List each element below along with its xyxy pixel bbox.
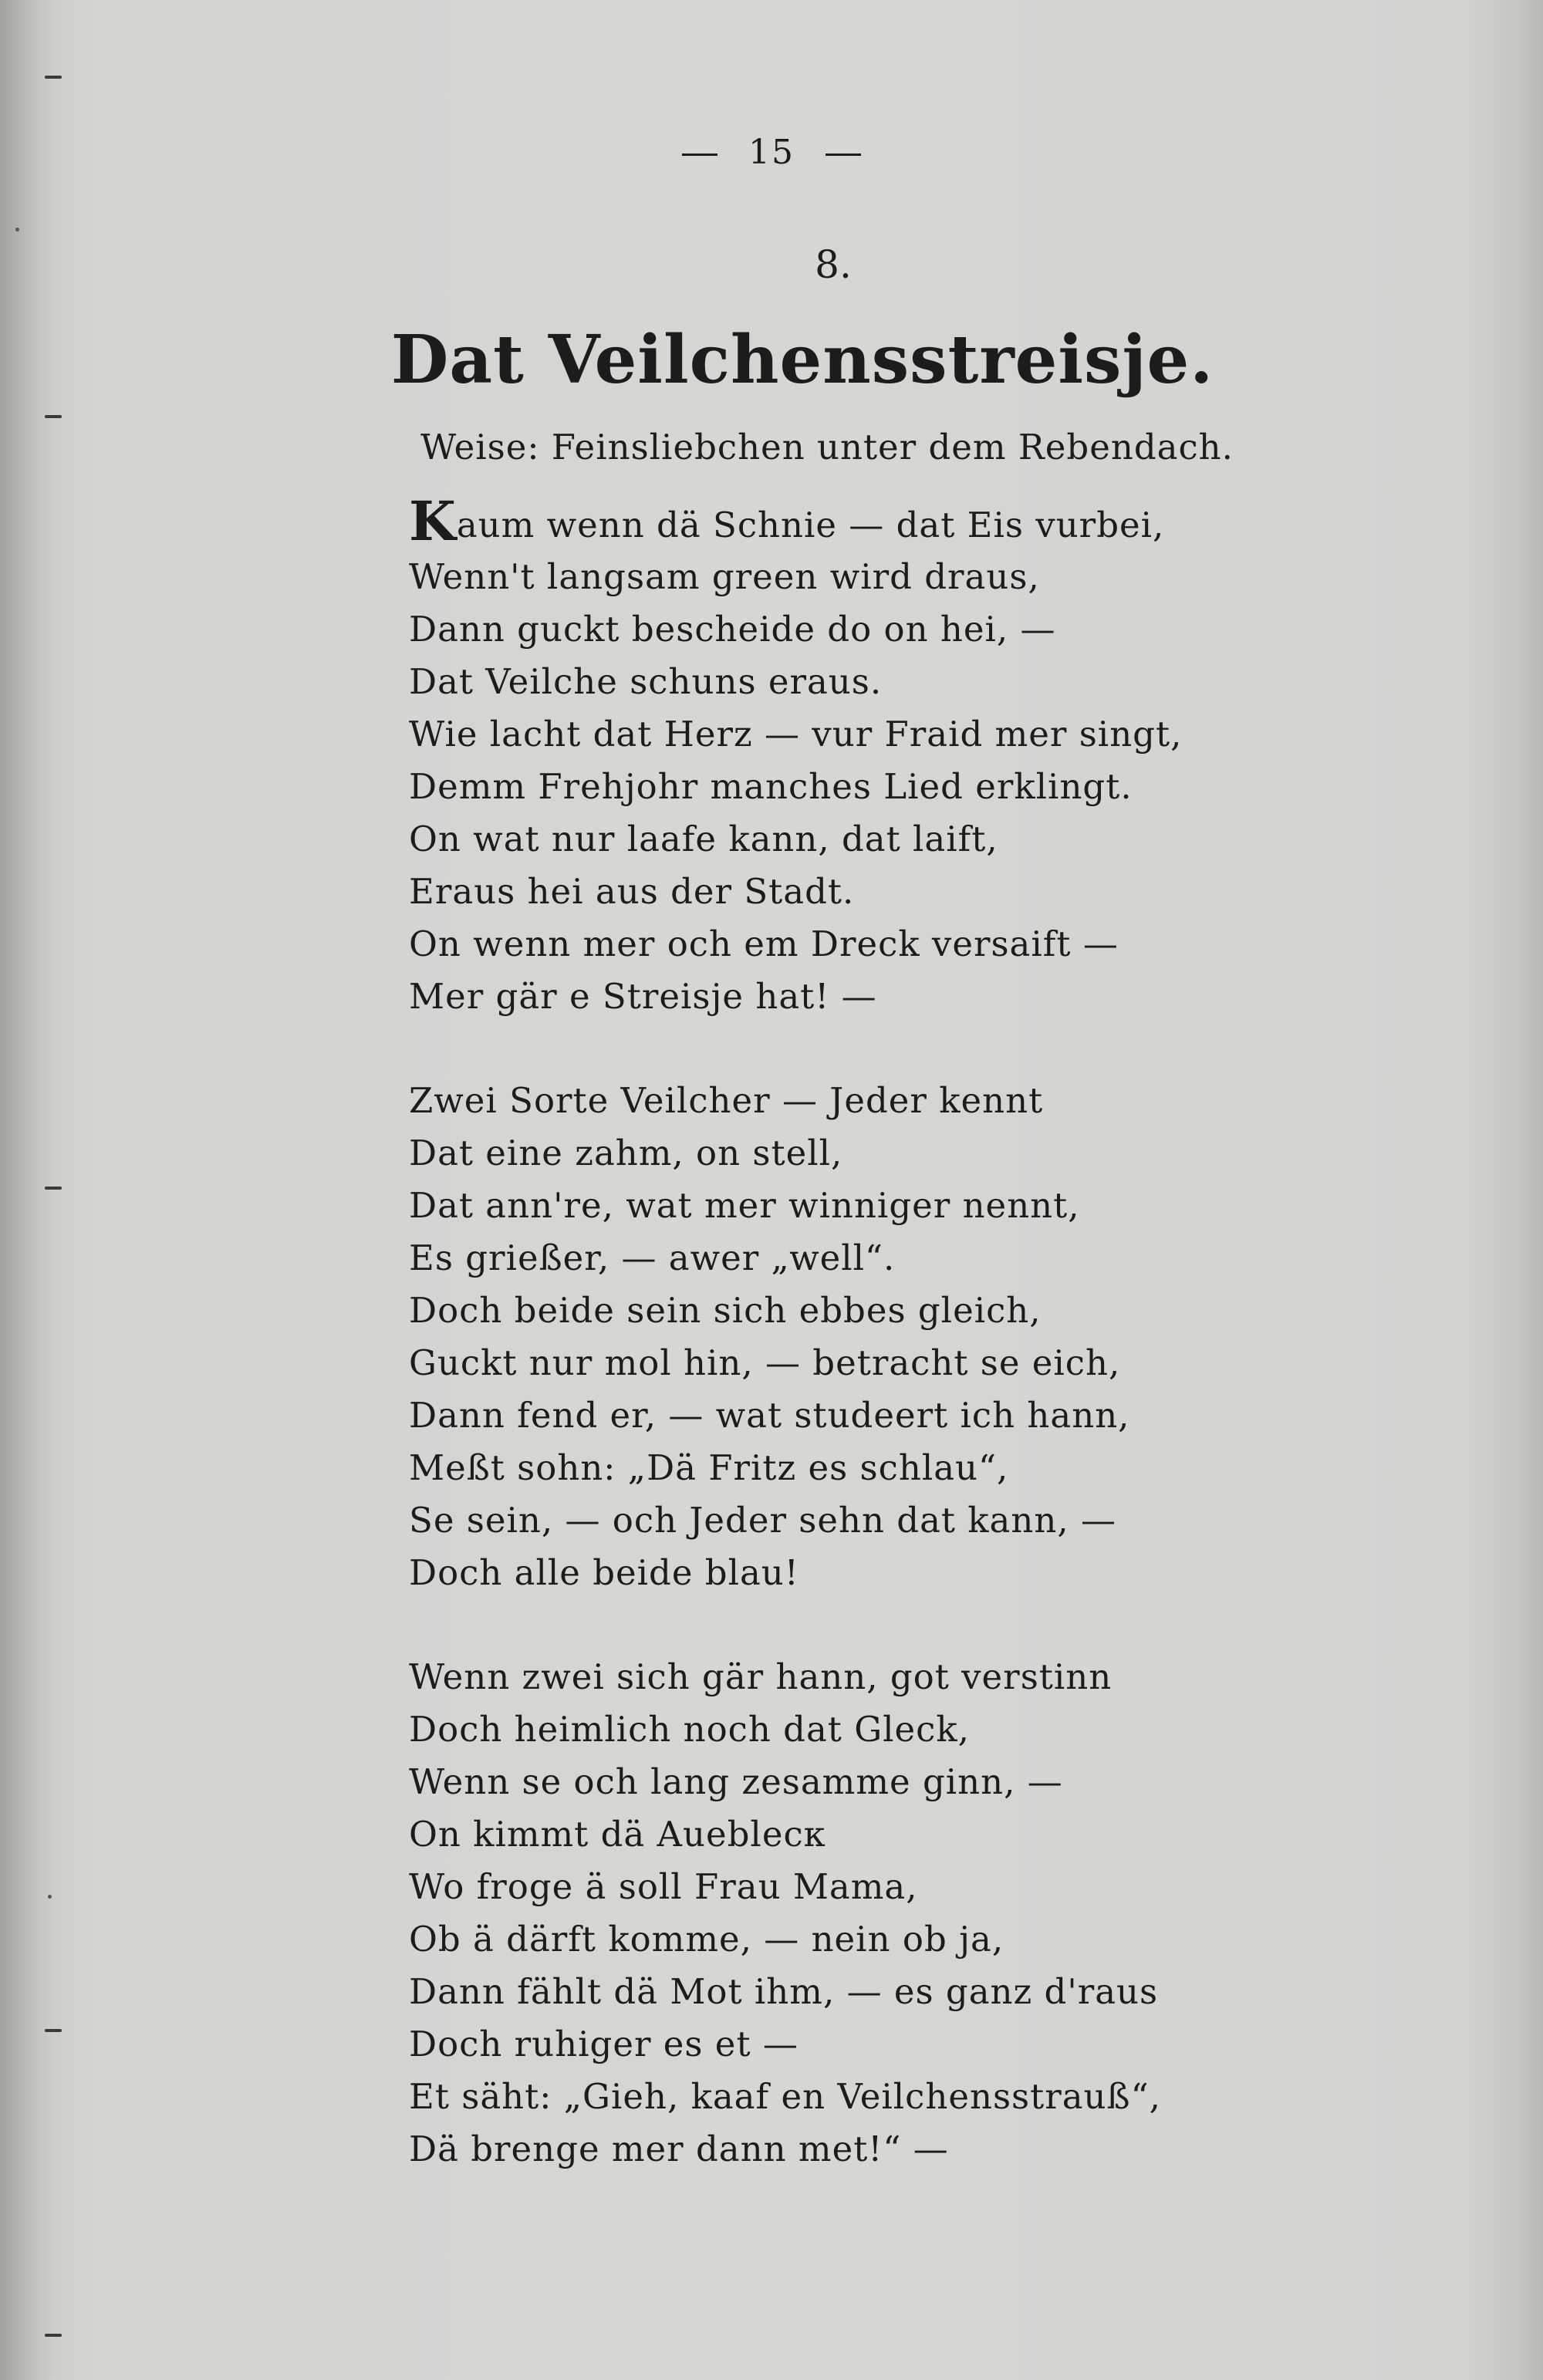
page-number-dash-left (682, 154, 717, 156)
stanza-line: Dat ann're, wat mer winniger nennt, (409, 1185, 1080, 1226)
stanza-line: Et säht: „Gieh, kaaf en Veilchensstrauß“, (409, 2076, 1161, 2117)
stanza-line: Meßt sohn: „Dä Fritz es schlau“, (409, 1447, 1009, 1488)
binding-stitch-mark (45, 2334, 62, 2337)
first-line-text: aum wenn dä Schnie — dat Eis vurbei, (456, 505, 1165, 545)
page-number-value: 15 (748, 133, 795, 172)
stanza-line: Eraus hei aus der Stadt. (409, 871, 855, 912)
drop-cap: K (409, 489, 457, 553)
stanza-line: Se sein, — och Jeder sehn dat kann, — (409, 1500, 1116, 1541)
stanza-line: Es grießer, — awer „well“. (409, 1237, 896, 1278)
stanza-line: Doch alle beide blau! (409, 1552, 799, 1593)
paper-speck (15, 228, 19, 231)
stanza-line: Demm Frehjohr manches Lied erklingt. (409, 766, 1133, 807)
stanza-line: Guckt nur mol hin, — betracht se eich, (409, 1342, 1121, 1383)
stanza-line: Dä brenge mer dann met!“ — (409, 2128, 949, 2169)
stanza-2 (409, 1075, 1319, 1599)
binding-stitch-mark (45, 2029, 62, 2032)
stanza-line: Dann fend er, — wat studeert ich hann, (409, 1395, 1130, 1436)
stanza-line: On kimmt dä Aueblecк (409, 1814, 826, 1855)
stanza-line (409, 489, 1319, 553)
binding-stitch-mark (45, 76, 62, 79)
stanza-line: Doch beide sein sich ebbes gleich, (409, 1290, 1042, 1331)
stanza-line: Wie lacht dat Herz — vur Fraid mer singt, (409, 714, 1183, 755)
stanza-line: Wo froge ä soll Frau Mama, (409, 1866, 918, 1907)
binding-stitch-mark (45, 1187, 62, 1190)
stanza-line: Dann guckt bescheide do on hei, — (409, 609, 1056, 650)
stanza-line: Mer gär e Streisje hat! — (409, 976, 877, 1017)
stanza-line: Wenn se och lang zesamme ginn, — (409, 1761, 1063, 1802)
stanza-line: Ob ä därft komme, — nein ob ja, (409, 1919, 1004, 1960)
stanza-1 (409, 489, 1319, 1023)
stanza-line: Wenn zwei sich gär hann, got verstinn (409, 1656, 1113, 1697)
page-number (0, 133, 1543, 172)
stanza-line: Doch heimlich noch dat Gleck, (409, 1709, 970, 1750)
poem-number: 8. (815, 242, 852, 287)
stanza-3 (409, 1651, 1319, 2176)
paper-speck (48, 1895, 52, 1899)
stanza-line: Dann fählt dä Mot ihm, — es ganz d'raus (409, 1971, 1159, 2012)
stanza-line: Wenn't langsam green wird draus, (409, 556, 1040, 597)
stanza-line: Dat Veilche schuns eraus. (409, 661, 883, 702)
stanza-line: Doch ruhiger es et — (409, 2024, 799, 2064)
stanza-line: On wenn mer och em Dreck versaift — (409, 923, 1119, 964)
tune-indication: Weise: Feinsliebchen unter dem Rebendach. (420, 427, 1234, 468)
binding-stitch-mark (45, 415, 62, 418)
page-number-dash-right (826, 154, 861, 156)
stanza-line: Dat eine zahm, on stell, (409, 1133, 843, 1173)
stanza-line: Zwei Sorte Veilcher — Jeder kennt (409, 1080, 1044, 1121)
poem-title: Dat Veilchensstreisje. (390, 321, 1214, 399)
stanza-line: On wat nur laafe kann, dat laift, (409, 819, 998, 859)
